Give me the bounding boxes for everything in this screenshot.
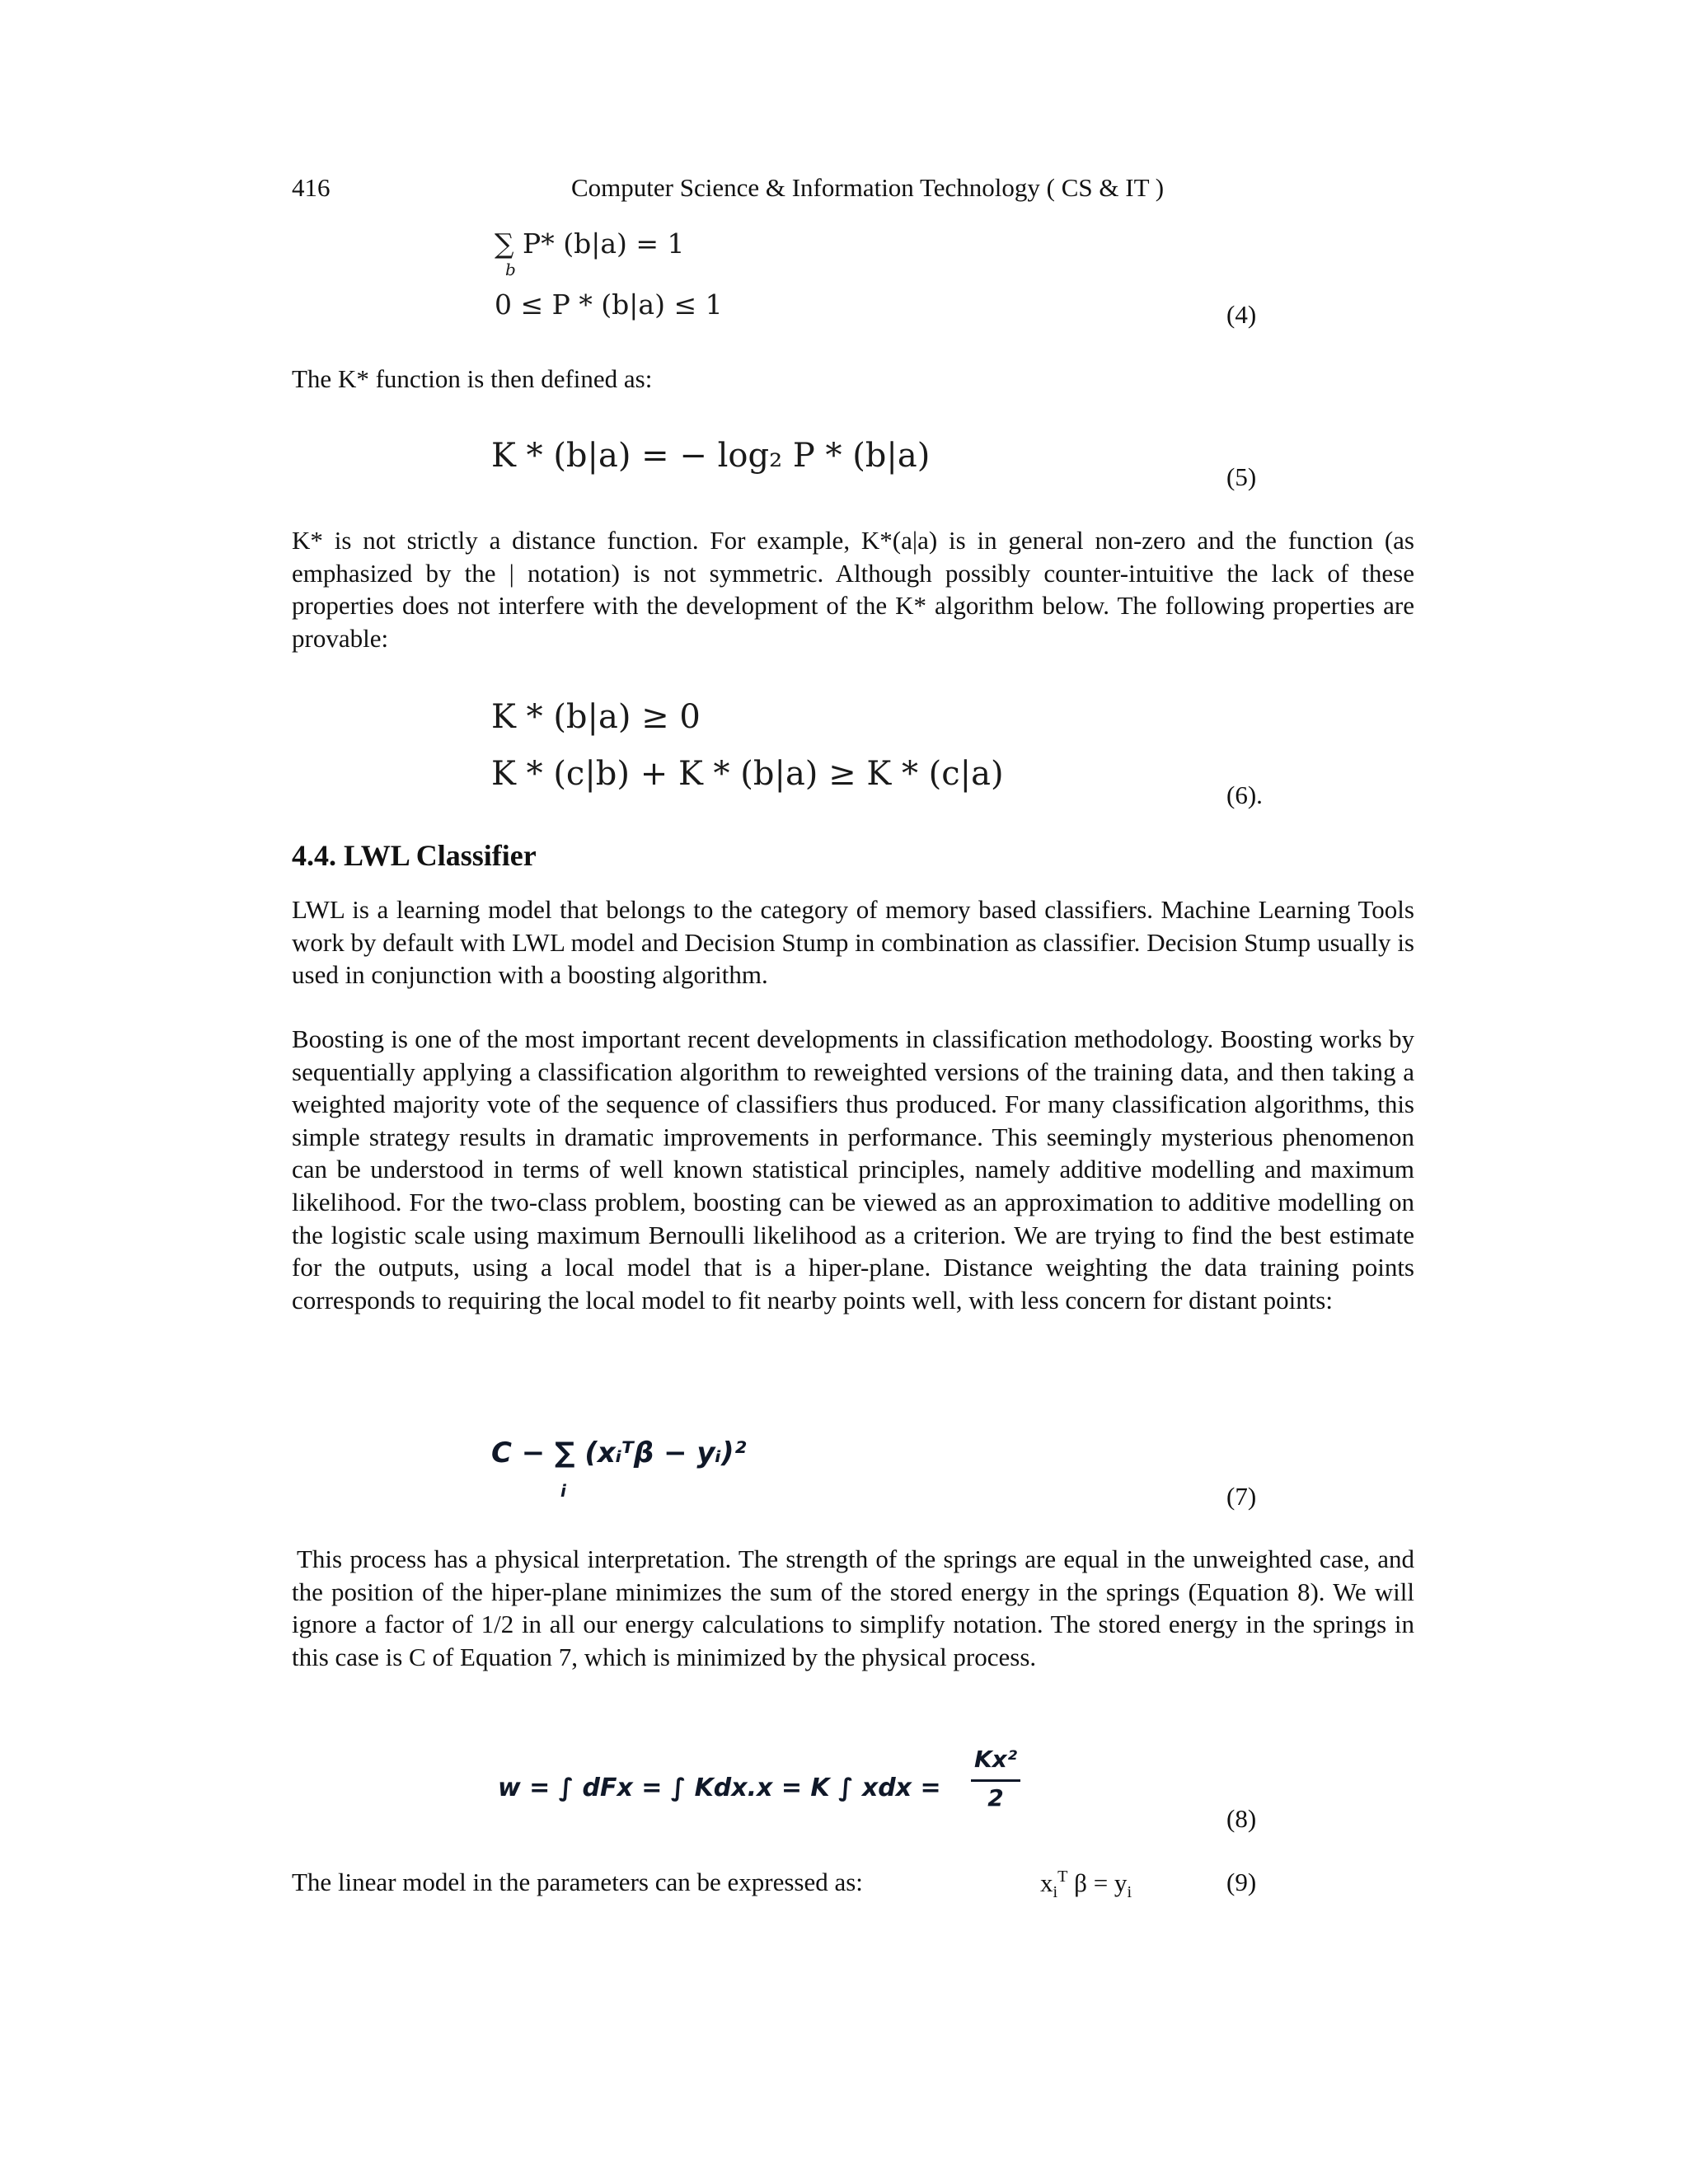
- equation-5: K * (b|a) = − log₂ P * (b|a): [491, 437, 931, 475]
- equation-4-line-2: 0 ≤ P * (b|a) ≤ 1: [495, 288, 723, 321]
- equation-7-sum-index: i: [560, 1481, 566, 1501]
- page-number: 416: [292, 173, 331, 202]
- equation-number-5: (5): [1226, 462, 1257, 491]
- section-heading: 4.4. LWL Classifier: [292, 839, 537, 872]
- lwl-paragraph: LWL is a learning model that belongs to the category of memory based classifiers. Machine Learning Tools work by default with LWL model and Decision Stump in combination as classifier. Decision Stump usually is used in conjunction with a boosting algorithm.: [292, 895, 1414, 990]
- equation-9-rest: β = y: [1067, 1868, 1128, 1898]
- equation-7: C − ∑ (xᵢᵀβ − yᵢ)²: [491, 1436, 747, 1469]
- equation-9-x-subscript: i: [1053, 1883, 1058, 1902]
- equation-9-y-subscript: i: [1127, 1883, 1132, 1902]
- linear-model-text: The linear model in the parameters can be expressed as:: [292, 1868, 863, 1896]
- equation-8-fraction-numerator: Kx²: [973, 1746, 1018, 1773]
- equation-4-sum-index: b: [505, 260, 516, 279]
- equation-9-x: x: [1040, 1868, 1053, 1898]
- equation-9: [1040, 1868, 1132, 1902]
- equation-number-8: (8): [1226, 1804, 1257, 1833]
- equation-4-line-1: ∑ P* (b|a) = 1: [495, 227, 685, 260]
- process-paragraph: This process has a physical interpretation. The strength of the springs are equal in the unweighted case, and the position of the hiper-plane minimizes the sum of the stored energy in the springs (Equation 8). We will ignore a factor of 1/2 in all our energy calculations to simplify notation. The stored energy in the springs in this case is C of Equation 7, which is minimized by the physical process.: [292, 1544, 1414, 1671]
- equation-number-9: (9): [1226, 1868, 1257, 1896]
- kstar-intro-text: The K* function is then defined as:: [292, 364, 653, 393]
- equation-8-lhs: w = ∫ dFx = ∫ Kdx.x = K ∫ xdx =: [498, 1774, 941, 1802]
- running-header: Computer Science & Information Technology ( CS & IT ): [571, 173, 1165, 202]
- equation-number-6: (6).: [1226, 780, 1263, 809]
- equation-6-line-1: K * (b|a) ≥ 0: [491, 698, 701, 736]
- equation-number-4: (4): [1226, 300, 1257, 329]
- equation-8-fraction-bar: [971, 1779, 1020, 1782]
- equation-6-line-2: K * (c|b) + K * (b|a) ≥ K * (c|a): [491, 755, 1004, 793]
- equation-number-7: (7): [1226, 1482, 1257, 1511]
- equation-8-fraction-denominator: 2: [987, 1784, 1004, 1811]
- kstar-paragraph: K* is not strictly a distance function. For example, K*(a|a) is in general non-zero and the function (as emphasized by the | notation) is not symmetric. Although possibly counter-intuitive the lack of these properties does not interfere with the development of the K* algorithm below. The following properties are provable:: [292, 526, 1414, 653]
- equation-9-transpose: T: [1057, 1868, 1068, 1886]
- boosting-paragraph: Boosting is one of the most important recent developments in classification methodology. Boosting works by sequentially applying a classification algorithm to reweighted versions of the training data, and then taking a weighted majority vote of the sequence of classifiers thus produced. For many classification algorithms, this simple strategy results in dramatic improvements in performance. This seemingly mysterious phenomenon can be understood in terms of well known statistical principles, namely additive modelling and maximum likelihood. For the two-class problem, boosting can be viewed as an approximation to additive modelling on the logistic scale using maximum Bernoulli likelihood as a criterion. We are trying to find the best estimate for the outputs, using a local model that is a hiper-plane. Distance weighting the data training points corresponds to requiring the local model to fit nearby points well, with less concern for distant points:: [292, 1024, 1414, 1315]
